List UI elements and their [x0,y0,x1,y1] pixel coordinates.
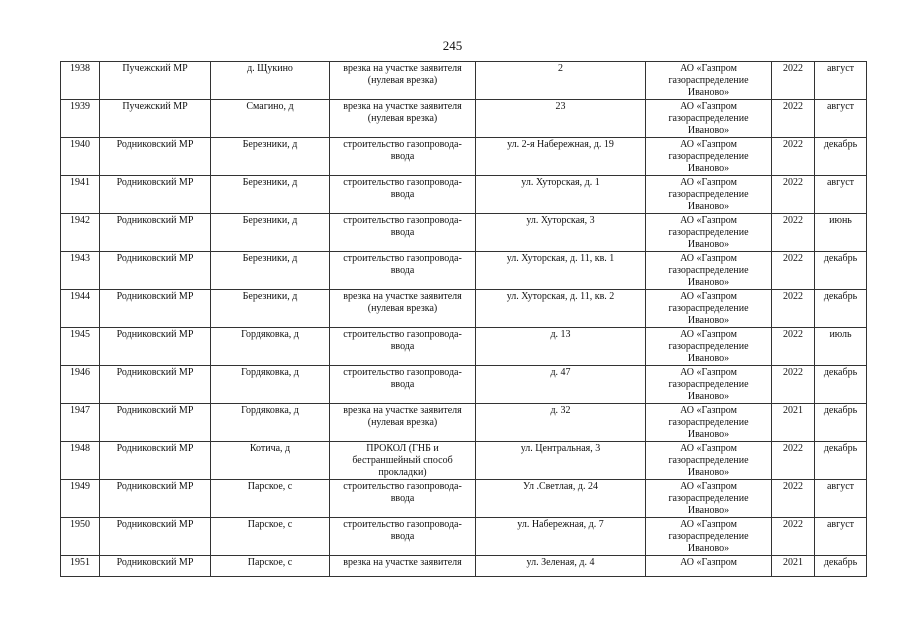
table-row [61,556,867,577]
cell-work: врезка на участке заявителя (нулевая врезка) [330,62,476,100]
cell-n: 1942 [61,214,100,252]
cell-org: АО «Газпром газораспределение Иваново» [646,480,772,518]
cell-month: декабрь [815,252,867,290]
cell-place: Парское, с [211,518,330,556]
cell-district: Родниковский МР [100,556,211,577]
table-row [61,252,867,290]
gasification-table [60,61,867,577]
cell-work: строительство газопровода-ввода [330,176,476,214]
cell-n: 1938 [61,62,100,100]
cell-address: ул. Центральная, 3 [476,442,646,480]
cell-district: Родниковский МР [100,480,211,518]
cell-org: АО «Газпром [646,556,772,577]
cell-month: декабрь [815,366,867,404]
table-row [61,214,867,252]
cell-work: ПРОКОЛ (ГНБ и бестраншейный способ прокладки) [330,442,476,480]
cell-n: 1943 [61,252,100,290]
cell-address: ул. Набережная, д. 7 [476,518,646,556]
cell-place: Гордяковка, д [211,328,330,366]
cell-year: 2022 [772,100,815,138]
cell-org: АО «Газпром газораспределение Иваново» [646,518,772,556]
cell-org: АО «Газпром газораспределение Иваново» [646,328,772,366]
cell-year: 2022 [772,138,815,176]
table-row [61,138,867,176]
cell-org: АО «Газпром газораспределение Иваново» [646,100,772,138]
cell-n: 1944 [61,290,100,328]
cell-district: Родниковский МР [100,328,211,366]
cell-month: август [815,100,867,138]
cell-org: АО «Газпром газораспределение Иваново» [646,290,772,328]
cell-address: д. 13 [476,328,646,366]
page-number: 245 [442,38,463,53]
cell-work: строительство газопровода-ввода [330,252,476,290]
cell-n: 1941 [61,176,100,214]
cell-month: декабрь [815,404,867,442]
cell-place: Березники, д [211,214,330,252]
table-row [61,404,867,442]
cell-n: 1951 [61,556,100,577]
cell-year: 2022 [772,214,815,252]
cell-month: июнь [815,214,867,252]
cell-month: декабрь [815,442,867,480]
cell-year: 2021 [772,556,815,577]
cell-work: строительство газопровода-ввода [330,214,476,252]
table-row [61,442,867,480]
cell-place: Гордяковка, д [211,366,330,404]
cell-month: июль [815,328,867,366]
cell-work: строительство газопровода-ввода [330,138,476,176]
cell-month: август [815,480,867,518]
cell-work: строительство газопровода-ввода [330,480,476,518]
cell-place: Смагино, д [211,100,330,138]
cell-year: 2022 [772,176,815,214]
cell-place: Березники, д [211,290,330,328]
cell-year: 2021 [772,404,815,442]
cell-work: врезка на участке заявителя (нулевая врезка) [330,290,476,328]
cell-year: 2022 [772,290,815,328]
cell-district: Родниковский МР [100,366,211,404]
cell-district: Родниковский МР [100,518,211,556]
cell-work: врезка на участке заявителя (нулевая врезка) [330,100,476,138]
table-row [61,100,867,138]
cell-place: Березники, д [211,176,330,214]
cell-place: Гордяковка, д [211,404,330,442]
cell-address: д. 47 [476,366,646,404]
table-row [61,176,867,214]
cell-district: Родниковский МР [100,404,211,442]
cell-n: 1946 [61,366,100,404]
cell-district: Родниковский МР [100,214,211,252]
cell-place: Парское, с [211,480,330,518]
cell-work: врезка на участке заявителя [330,556,476,577]
cell-org: АО «Газпром газораспределение Иваново» [646,442,772,480]
cell-org: АО «Газпром газораспределение Иваново» [646,252,772,290]
cell-place: Березники, д [211,252,330,290]
cell-address: д. 32 [476,404,646,442]
table-row [61,366,867,404]
cell-work: врезка на участке заявителя (нулевая врезка) [330,404,476,442]
cell-org: АО «Газпром газораспределение Иваново» [646,366,772,404]
cell-place: д. Щукино [211,62,330,100]
cell-n: 1945 [61,328,100,366]
cell-month: декабрь [815,556,867,577]
cell-district: Пучежский МР [100,62,211,100]
table-row [61,480,867,518]
table-row [61,62,867,100]
cell-district: Родниковский МР [100,252,211,290]
cell-address: 2 [476,62,646,100]
cell-district: Родниковский МР [100,442,211,480]
cell-org: АО «Газпром газораспределение Иваново» [646,62,772,100]
cell-address: ул. Зеленая, д. 4 [476,556,646,577]
cell-n: 1950 [61,518,100,556]
cell-address: ул. Хуторская, д. 1 [476,176,646,214]
cell-place: Котича, д [211,442,330,480]
table-row [61,518,867,556]
cell-year: 2022 [772,480,815,518]
cell-org: АО «Газпром газораспределение Иваново» [646,404,772,442]
cell-n: 1949 [61,480,100,518]
cell-month: август [815,176,867,214]
cell-work: строительство газопровода-ввода [330,366,476,404]
cell-work: строительство газопровода-ввода [330,518,476,556]
cell-address: ул. Хуторская, д. 11, кв. 2 [476,290,646,328]
cell-month: декабрь [815,138,867,176]
cell-year: 2022 [772,62,815,100]
cell-year: 2022 [772,366,815,404]
cell-address: 23 [476,100,646,138]
cell-n: 1939 [61,100,100,138]
cell-address: ул. Хуторская, д. 11, кв. 1 [476,252,646,290]
cell-address: Ул .Светлая, д. 24 [476,480,646,518]
cell-address: ул. Хуторская, 3 [476,214,646,252]
cell-n: 1947 [61,404,100,442]
cell-year: 2022 [772,518,815,556]
cell-month: август [815,62,867,100]
cell-month: август [815,518,867,556]
cell-org: АО «Газпром газораспределение Иваново» [646,138,772,176]
cell-district: Пучежский МР [100,100,211,138]
cell-year: 2022 [772,252,815,290]
cell-org: АО «Газпром газораспределение Иваново» [646,214,772,252]
cell-year: 2022 [772,328,815,366]
cell-place: Березники, д [211,138,330,176]
cell-n: 1940 [61,138,100,176]
cell-district: Родниковский МР [100,176,211,214]
cell-district: Родниковский МР [100,290,211,328]
cell-address: ул. 2-я Набережная, д. 19 [476,138,646,176]
cell-month: декабрь [815,290,867,328]
cell-org: АО «Газпром газораспределение Иваново» [646,176,772,214]
cell-n: 1948 [61,442,100,480]
table-row [61,328,867,366]
cell-district: Родниковский МР [100,138,211,176]
cell-work: строительство газопровода-ввода [330,328,476,366]
cell-year: 2022 [772,442,815,480]
table-row [61,290,867,328]
cell-place: Парское, с [211,556,330,577]
